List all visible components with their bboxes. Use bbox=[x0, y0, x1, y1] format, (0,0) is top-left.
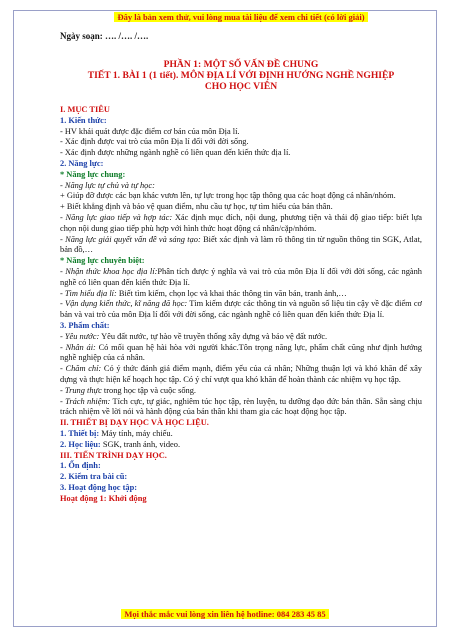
knowledge-item: - Xác định được những ngành nghề có liên quan đến kiến thức địa lí. bbox=[60, 148, 291, 158]
humanity-paragraph bbox=[60, 343, 422, 365]
responsibility-paragraph bbox=[60, 397, 422, 419]
competency-heading: 2. Năng lực: bbox=[60, 158, 104, 168]
responsibility-text: Tích cực, tự giác, nghiêm túc học tập, rèn luyện, tu dưỡng đạo đức bản thân. Sẵn sàng chịu trách nhiệm về lời nói và hành động của bản thân khi tham gia các hoạt động học tập. bbox=[60, 396, 422, 417]
qualities-heading: 3. Phẩm chất: bbox=[60, 320, 110, 330]
stabilize-heading: 1. Ổn định: bbox=[60, 461, 101, 471]
knowledge-item: - Xác định được vai trò của môn Địa lí đối với đời sống. bbox=[60, 137, 249, 147]
hotline-footer bbox=[14, 609, 436, 619]
geo-research-paragraph bbox=[60, 289, 422, 300]
diligence-text: Có ý thức đánh giá điểm mạnh, điểm yếu của cá nhân; Những thuận lợi và khó khăn để xây dựng và thực hiện kế hoạch học tập. Có ý chí vượt qua khó khăn để hoàn thành các nhiệm vụ học tập. bbox=[60, 364, 422, 384]
self-study-label: - Năng lực tự chủ và tự học: bbox=[60, 180, 155, 190]
hotline-text: Mọi thắc mắc vui lòng xin liên hệ hotline: 084 283 45 85 bbox=[121, 609, 328, 619]
materials-paragraph bbox=[60, 440, 422, 451]
specific-competency-heading: * Năng lực chuyên biệt: bbox=[60, 256, 145, 266]
self-study-item: + Biết khẳng định và bảo vệ quan điểm, nhu cầu tự học, tự tìm hiểu của bản thân. bbox=[60, 202, 333, 212]
knowledge-heading: 1. Kiến thức: bbox=[60, 115, 107, 125]
title-line-2: TIẾT 1. BÀI 1 (1 tiết). MÔN ĐỊA LÍ VỚI ĐỊNH HƯỚNG NGHỀ NGHIỆP bbox=[87, 70, 395, 81]
humanity-label: - Nhân ái: bbox=[60, 342, 96, 352]
review-heading: 2. Kiểm tra bài cũ: bbox=[60, 472, 128, 482]
application-paragraph bbox=[60, 299, 422, 321]
patriotism-text: Yêu đất nước, tự hào về truyền thống xây dựng và bảo vệ đất nước. bbox=[99, 331, 328, 341]
diligence-label: - Chăm chỉ: bbox=[60, 364, 102, 374]
responsibility-label: - Trách nhiệm: bbox=[60, 396, 111, 406]
date-line: Ngày soạn: …. /…. /…. bbox=[60, 31, 149, 41]
problem-solving-text: Biết xác định và làm rõ thông tin từ nguồn thông tin SGK, Atlat, bản đồ,… bbox=[60, 234, 422, 255]
section-heading-equipment: II. THIẾT BỊ DẠY HỌC VÀ HỌC LIỆU. bbox=[60, 418, 209, 428]
materials-label: 2. Học liệu: bbox=[60, 439, 101, 449]
application-label: - Vận dụng kiến thức, kĩ năng đã học: bbox=[60, 299, 188, 309]
document-content bbox=[60, 11, 422, 626]
patriotism-paragraph bbox=[60, 332, 422, 343]
section-heading-objectives: I. MỤC TIÊU bbox=[60, 105, 110, 114]
lesson-body bbox=[60, 105, 422, 504]
activities-heading: 3. Hoạt động học tập: bbox=[60, 482, 138, 492]
lesson-title bbox=[60, 59, 422, 92]
application-text: Tìm kiếm được các thông tin và nguồn số liệu tin cậy về đặc điểm cơ bản và vai trò của môn Địa lí đối với đời sống, các ngành nghề có liên quan đến kiến thức Địa lí. bbox=[60, 299, 422, 320]
equipment-label: 1. Thiết bị: bbox=[60, 428, 100, 438]
geo-awareness-label: - Nhận thức khoa học địa lí: bbox=[60, 266, 158, 276]
communication-paragraph bbox=[60, 213, 422, 235]
humanity-text: Có mối quan hệ hài hòa với người khác.Tôn trọng năng lực, phẩm chất cũng như định hướng nghề nghiệp của cá nhân. bbox=[60, 342, 422, 363]
equipment-paragraph bbox=[60, 429, 422, 440]
preview-banner bbox=[60, 12, 422, 22]
honesty-label: - Trung thực bbox=[60, 385, 102, 395]
honesty-text: trong học tập và cuộc sống. bbox=[101, 385, 196, 395]
problem-solving-label: - Năng lực giải quyết vấn đề và sáng tạo: bbox=[60, 234, 201, 244]
honesty-paragraph bbox=[60, 386, 422, 397]
problem-solving-paragraph bbox=[60, 235, 422, 257]
materials-text: SGK, tranh ảnh, video. bbox=[100, 439, 181, 449]
patriotism-label: - Yêu nước: bbox=[60, 331, 100, 341]
activity-1-heading: Hoạt động 1: Khởi động bbox=[60, 493, 147, 503]
communication-label: - Năng lực giao tiếp và hợp tác: bbox=[60, 212, 173, 222]
geo-awareness-paragraph bbox=[60, 267, 422, 289]
diligence-paragraph bbox=[60, 364, 422, 386]
communication-text: Xác định mục đích, nội dung, phương tiện và thái độ giao tiếp: biết lựa chọn nội dung giao tiếp phù hợp với hình thức hoạt động cá nhân/cặp/nhóm. bbox=[60, 212, 422, 233]
equipment-text: Máy tính, máy chiếu. bbox=[99, 428, 173, 438]
title-line-3: CHO HỌC VIÊN bbox=[204, 81, 278, 92]
preview-banner-text: Đây là bản xem thử, vui lòng mua tài liệu để xem chi tiết (có lời giải) bbox=[114, 12, 367, 22]
geo-research-text: Biết tìm kiếm, chọn lọc và khai thác thông tin văn bản, tranh ảnh,… bbox=[116, 288, 347, 298]
section-heading-process: III. TIẾN TRÌNH DẠY HỌC. bbox=[60, 450, 167, 460]
geo-awareness-text: Phân tích được ý nghĩa và vai trò của môn Địa lí đối với đời sống, các ngành nghề có liên quan đến kiến thức Địa lí. bbox=[60, 266, 422, 287]
title-line-1: PHẦN 1: MỘT SỐ VẤN ĐỀ CHUNG bbox=[163, 59, 319, 70]
knowledge-item: - HV khái quát được đặc điểm cơ bản của môn Địa lí. bbox=[60, 126, 240, 136]
self-study-item: + Giúp đỡ được các bạn khác vươn lên, tự lực trong học tập thông qua các hoạt động cá nhân/nhóm. bbox=[60, 191, 396, 201]
page-frame bbox=[13, 10, 437, 627]
geo-research-label: - Tìm hiểu địa lí: bbox=[60, 288, 117, 298]
general-competency-heading: * Năng lực chung: bbox=[60, 169, 126, 179]
